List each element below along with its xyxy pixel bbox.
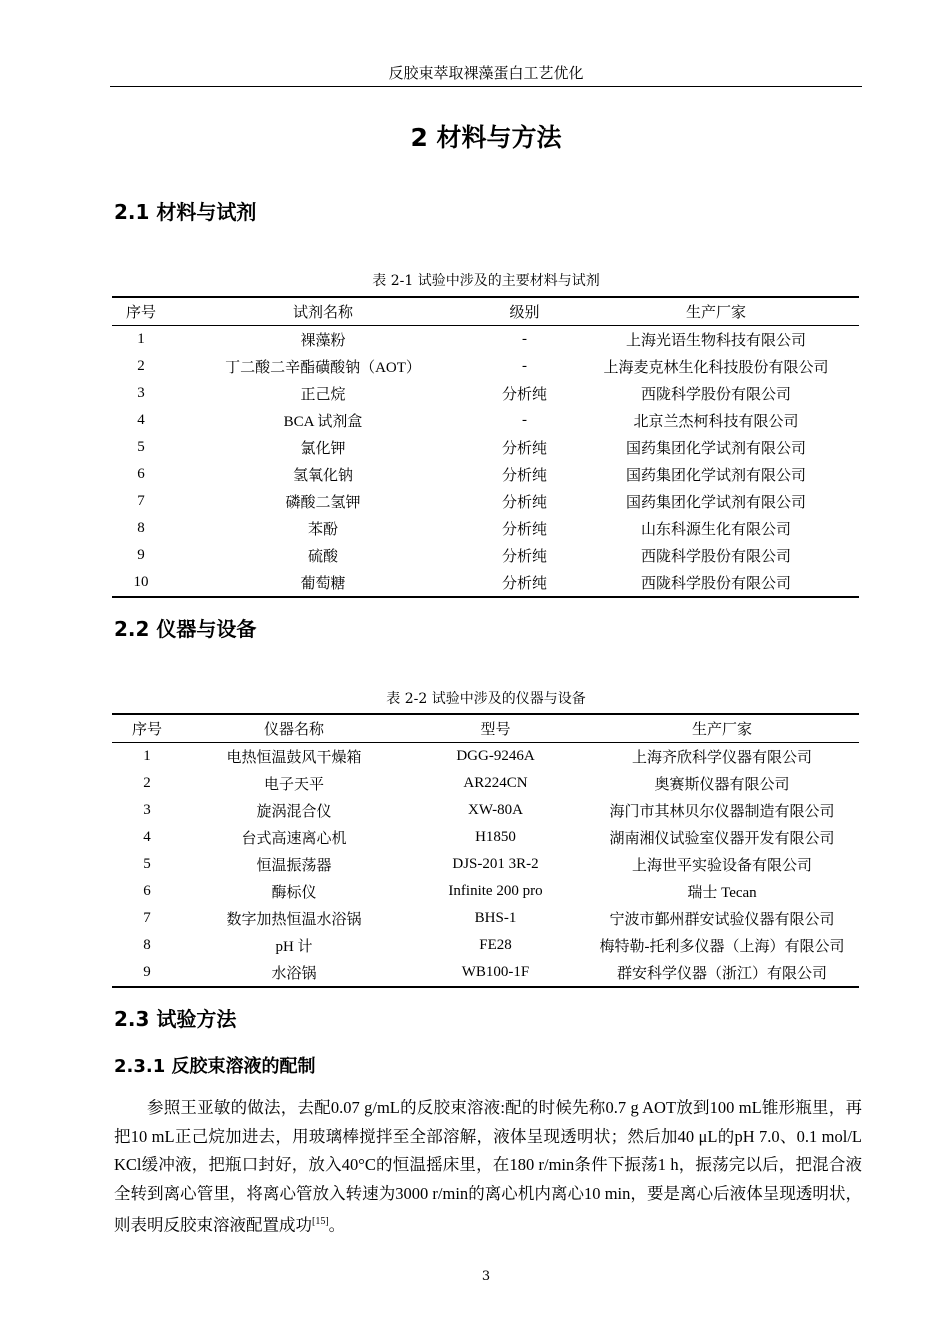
column-header: 生产厂家 <box>573 297 859 326</box>
table-cell: 山东科源生化有限公司 <box>640 522 791 538</box>
table-cell: 2 <box>137 358 145 374</box>
table-cell: FE28 <box>479 937 512 953</box>
table-cell: 7 <box>137 493 145 509</box>
table-cell: 8 <box>143 937 151 953</box>
table-cell: DJS-201 3R-2 <box>452 856 539 872</box>
table-cell: 台式高速离心机 <box>241 831 347 847</box>
table-cell: 3 <box>143 802 151 818</box>
table-cell: 上海光语生物科技有限公司 <box>625 333 806 349</box>
table-cell: 正己烷 <box>300 387 346 403</box>
table2-caption: 表 2-2 试验中涉及的仪器与设备 <box>386 691 586 707</box>
table-row <box>112 770 859 797</box>
table-cell: 苯酚 <box>307 522 338 538</box>
table-cell: 分析纯 <box>501 522 547 538</box>
subsection-heading-2-3-1: 2.3.1 反胶束溶液的配制 <box>114 1056 316 1077</box>
table-row <box>112 488 859 515</box>
table-cell: 6 <box>137 466 145 482</box>
table-cell: 西陇科学股份有限公司 <box>640 549 791 565</box>
method-paragraph <box>114 1094 862 1240</box>
table-cell: 国药集团化学试剂有限公司 <box>625 441 806 457</box>
table-cell: 湖南湘仪试验室仪器开发有限公司 <box>609 831 835 847</box>
table-cell: 7 <box>143 910 151 926</box>
table-cell: 恒温振荡器 <box>256 858 332 874</box>
paragraph-end: 。 <box>328 1215 346 1235</box>
table-row <box>112 569 859 597</box>
table-cell: 葡萄糖 <box>170 569 476 597</box>
table-cell: 西陇科学股份有限公司 <box>640 387 791 403</box>
table-row <box>112 824 859 851</box>
column-header: 序号 <box>112 714 182 743</box>
table-cell: 奥赛斯仪器有限公司 <box>654 777 790 793</box>
table-cell: - <box>522 412 527 428</box>
section-heading-2-1: 2.1 材料与试剂 <box>114 200 257 224</box>
table-cell: AR224CN <box>463 775 528 791</box>
table-cell: 水浴锅 <box>182 959 406 987</box>
table-cell: 数字加热恒温水浴锅 <box>226 912 362 928</box>
running-header: 反胶束萃取裸藻蛋白工艺优化 <box>388 64 584 82</box>
table-cell: WB100-1F <box>406 959 585 987</box>
table-cell: 酶标仪 <box>271 885 317 901</box>
table-row <box>112 407 859 434</box>
table-cell: 3 <box>137 385 145 401</box>
table-row <box>112 905 859 932</box>
header-rule <box>110 86 862 87</box>
column-header: 序号 <box>112 297 170 326</box>
column-header: 仪器名称 <box>182 714 406 743</box>
table-cell: 氯化钾 <box>300 441 346 457</box>
table-cell: 硫酸 <box>307 549 338 565</box>
table-row <box>112 434 859 461</box>
table-cell: 分析纯 <box>501 468 547 484</box>
table-cell: 分析纯 <box>501 549 547 565</box>
table-cell: 10 <box>112 569 170 597</box>
table-cell: XW-80A <box>468 802 523 818</box>
table-cell: DGG-9246A <box>456 748 535 764</box>
table-cell: BHS-1 <box>474 910 517 926</box>
table-cell: 1 <box>143 748 151 764</box>
table2 <box>112 713 859 988</box>
table-cell: 4 <box>143 829 151 845</box>
table-cell: 4 <box>137 412 145 428</box>
table-cell: 国药集团化学试剂有限公司 <box>625 495 806 511</box>
table-cell: 西陇科学股份有限公司 <box>573 569 859 597</box>
table-row <box>112 797 859 824</box>
table-cell: - <box>522 331 527 347</box>
table-cell: 裸藻粉 <box>300 333 346 349</box>
table-cell: 分析纯 <box>501 495 547 511</box>
column-header: 试剂名称 <box>170 297 476 326</box>
citation-ref[interactable]: [15] <box>312 1216 329 1227</box>
table-cell: pH 计 <box>275 939 313 955</box>
table-cell: 8 <box>137 520 145 536</box>
table-cell: 北京兰杰柯科技有限公司 <box>633 414 799 430</box>
table-cell: 1 <box>137 331 145 347</box>
table-cell: 瑞士 Tecan <box>687 885 757 901</box>
table-cell: 上海麦克林生化科技股份有限公司 <box>603 360 829 376</box>
table-cell: 5 <box>137 439 145 455</box>
column-header: 型号 <box>406 714 585 743</box>
table-cell: 2 <box>143 775 151 791</box>
page-number: 3 <box>481 1269 491 1284</box>
table-cell: 分析纯 <box>476 569 573 597</box>
table-cell: 电热恒温鼓风干燥箱 <box>226 750 362 766</box>
table-row <box>112 515 859 542</box>
table-cell: 宁波市鄞州群安试验仪器有限公司 <box>609 912 835 928</box>
table-header-row <box>112 714 859 743</box>
table-row <box>112 743 859 771</box>
section-heading-2-2: 2.2 仪器与设备 <box>114 617 257 641</box>
table-row <box>112 851 859 878</box>
table-row <box>112 878 859 905</box>
table1-caption: 表 2-1 试验中涉及的主要材料与试剂 <box>372 273 600 289</box>
table-cell: 氢氧化钠 <box>292 468 353 484</box>
table-cell: 上海世平实验设备有限公司 <box>631 858 812 874</box>
table-row <box>112 353 859 380</box>
column-header: 级别 <box>476 297 573 326</box>
table-cell: 9 <box>137 547 145 563</box>
table-row <box>112 542 859 569</box>
table-cell: 6 <box>143 883 151 899</box>
section-heading-2-3: 2.3 试验方法 <box>114 1007 237 1031</box>
table-cell: 分析纯 <box>501 441 547 457</box>
table-cell: H1850 <box>475 829 516 845</box>
table-cell: 9 <box>112 959 182 987</box>
chapter-title: 2 材料与方法 <box>410 123 562 152</box>
column-header: 生产厂家 <box>585 714 859 743</box>
table-cell: 国药集团化学试剂有限公司 <box>625 468 806 484</box>
table-row <box>112 380 859 407</box>
table-cell: 5 <box>143 856 151 872</box>
table-row <box>112 326 859 354</box>
table-cell: 梅特勒-托利多仪器（上海）有限公司 <box>599 939 845 955</box>
table-cell: - <box>522 358 527 374</box>
table-header-row <box>112 297 859 326</box>
table-row <box>112 959 859 987</box>
table-cell: 上海齐欣科学仪器有限公司 <box>631 750 812 766</box>
table-cell: Infinite 200 pro <box>448 883 543 899</box>
table-cell: BCA 试剂盒 <box>283 414 363 430</box>
table-cell: 磷酸二氢钾 <box>285 495 361 511</box>
table1 <box>112 296 859 598</box>
paragraph-text: 参照王亚敏的做法，去配0.07 g/mL的反胶束溶液:配的时候先称0.7 g AOT放到100 mL锥形瓶里，再把10 mL正己烷加进去，用玻璃棒搅拌至全部溶解，液体呈现透明状；然后加40 μL的pH 7.0、0.1 mol/L KCl缓冲液，把瓶口封好，放入40°C的恒温摇床里，在180 r/min条件下振荡1 h，振荡完以后，把混合液全转到离心管里，将离心管放入转速为3000 r/min的离心机内离心10 min，要是离心后液体呈现透明状，则表明反胶束溶液配置成功 <box>114 1098 862 1235</box>
table-cell: 旋涡混合仪 <box>256 804 332 820</box>
table-row <box>112 932 859 959</box>
table-row <box>112 461 859 488</box>
table-cell: 分析纯 <box>501 387 547 403</box>
table-cell: 电子天平 <box>263 777 324 793</box>
table-cell: 丁二酸二辛酯磺酸钠（AOT） <box>225 360 421 376</box>
table-cell: 群安科学仪器（浙江）有限公司 <box>585 959 859 987</box>
table-cell: 海门市其林贝尔仪器制造有限公司 <box>609 804 835 820</box>
